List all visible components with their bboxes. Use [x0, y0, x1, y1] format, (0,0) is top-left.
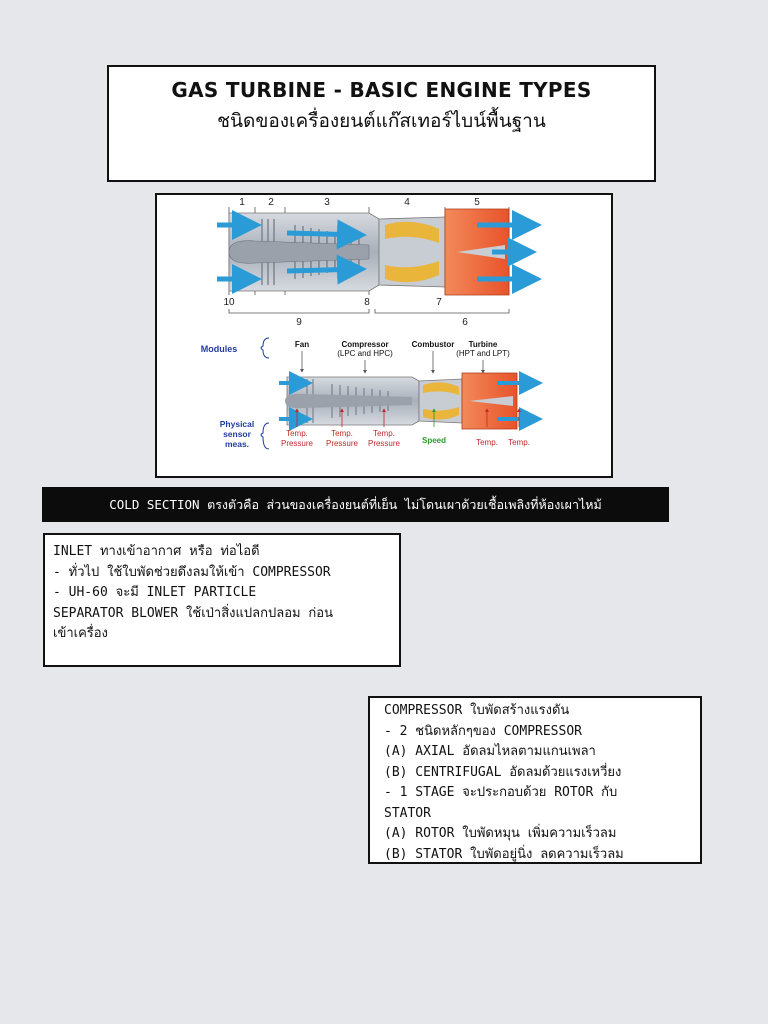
title-box: [107, 65, 656, 182]
inlet-note-box: [43, 533, 401, 667]
engine-cutaway-top: [217, 197, 537, 328]
station-number-3: 3: [324, 197, 330, 208]
station-number-5: 5: [474, 197, 480, 208]
sensor-label-line1: Physical: [219, 419, 255, 429]
engine-cutaway-bottom: [279, 373, 539, 429]
span-label-9: 9: [296, 317, 302, 328]
module-compressor-sub: (LPC and HPC): [337, 349, 393, 358]
sensor-2-temp: Temp.: [331, 429, 353, 438]
compressor-note-line: (B) CENTRIFUGAL อัดลมด้วยแรงเหวี่ยง: [384, 764, 622, 780]
station-number-7: 7: [436, 297, 442, 308]
station-number-10: 10: [223, 297, 235, 308]
module-combustor: Combustor: [411, 340, 455, 349]
compressor-note-line: - 2 ชนิดหลักๆของ COMPRESSOR: [384, 723, 582, 739]
sensor-6-temp: Temp.: [508, 438, 530, 447]
station-number-8: 8: [364, 297, 370, 308]
compressor-note-line: - 1 STAGE จะประกอบด้วย ROTOR กับ: [384, 785, 618, 800]
compressor-note-line: (B) STATOR ใบพัดอยู่นิ่ง ลดความเร็วลม: [384, 846, 624, 862]
module-fan: Fan: [294, 340, 310, 349]
station-number-4: 4: [404, 197, 410, 208]
inlet-note-line: - UH-60 จะมี INLET PARTICLE: [53, 585, 257, 600]
span-label-6: 6: [462, 317, 468, 328]
page-subtitle-thai: ชนิดของเครื่องยนต์แก๊สเทอร์ไบน์พื้นฐาน: [217, 110, 546, 132]
sensor-3-pressure: Pressure: [367, 439, 401, 448]
modules-row: [201, 338, 510, 373]
cold-section-banner: COLD SECTION ตรงตัวคือ ส่วนของเครื่องยนต์ที่เย็น ไม่โดนเผาด้วยเชื้อเพลิงที่ห้องเผาไหม้: [42, 487, 669, 522]
sensor-1-pressure: Pressure: [280, 439, 314, 448]
module-turbine: Turbine: [468, 340, 498, 349]
sensor-label-line3: meas.: [224, 439, 250, 449]
module-compressor: Compressor: [341, 340, 389, 349]
sensor-label-line2: sensor: [223, 429, 251, 439]
sensor-1-temp: Temp.: [286, 429, 308, 438]
inlet-note-line: เข้าเครื่อง: [53, 626, 108, 641]
compressor-note-line: (A) AXIAL อัดลมไหลตามแกนเพลา: [384, 744, 596, 759]
module-turbine-sub: (HPT and LPT): [456, 349, 510, 358]
compressor-note-box: [368, 696, 702, 864]
engine-diagram-frame: [155, 193, 613, 478]
modules-label: Modules: [200, 344, 238, 354]
station-number-1: 1: [239, 197, 245, 208]
compressor-note-line: STATOR: [384, 805, 431, 821]
sensor-2-pressure: Pressure: [325, 439, 359, 448]
page-title: GAS TURBINE - BASIC ENGINE TYPES: [171, 78, 592, 102]
station-number-2: 2: [268, 197, 274, 208]
inlet-note-line: SEPARATOR BLOWER ใช้เป่าสิ่งแปลกปลอม ก่อน: [53, 605, 333, 621]
engine-diagram: [157, 195, 611, 476]
sensor-3-temp: Temp.: [373, 429, 395, 438]
sensor-speed: Speed: [421, 436, 447, 445]
compressor-note-line: (A) ROTOR ใบพัดหมุน เพิ่มความเร็วลม: [384, 826, 617, 841]
inlet-note-line: INLET ทางเข้าอากาศ หรือ ท่อไอดี: [53, 544, 260, 559]
sensor-5-temp: Temp.: [476, 438, 498, 447]
compressor-note-line: COMPRESSOR ใบพัดสร้างแรงดัน: [384, 703, 570, 718]
inlet-note-line: - ทั่วไป ใช้ใบพัดช่วยดึงลมให้เข้า COMPRESSOR: [53, 564, 331, 580]
